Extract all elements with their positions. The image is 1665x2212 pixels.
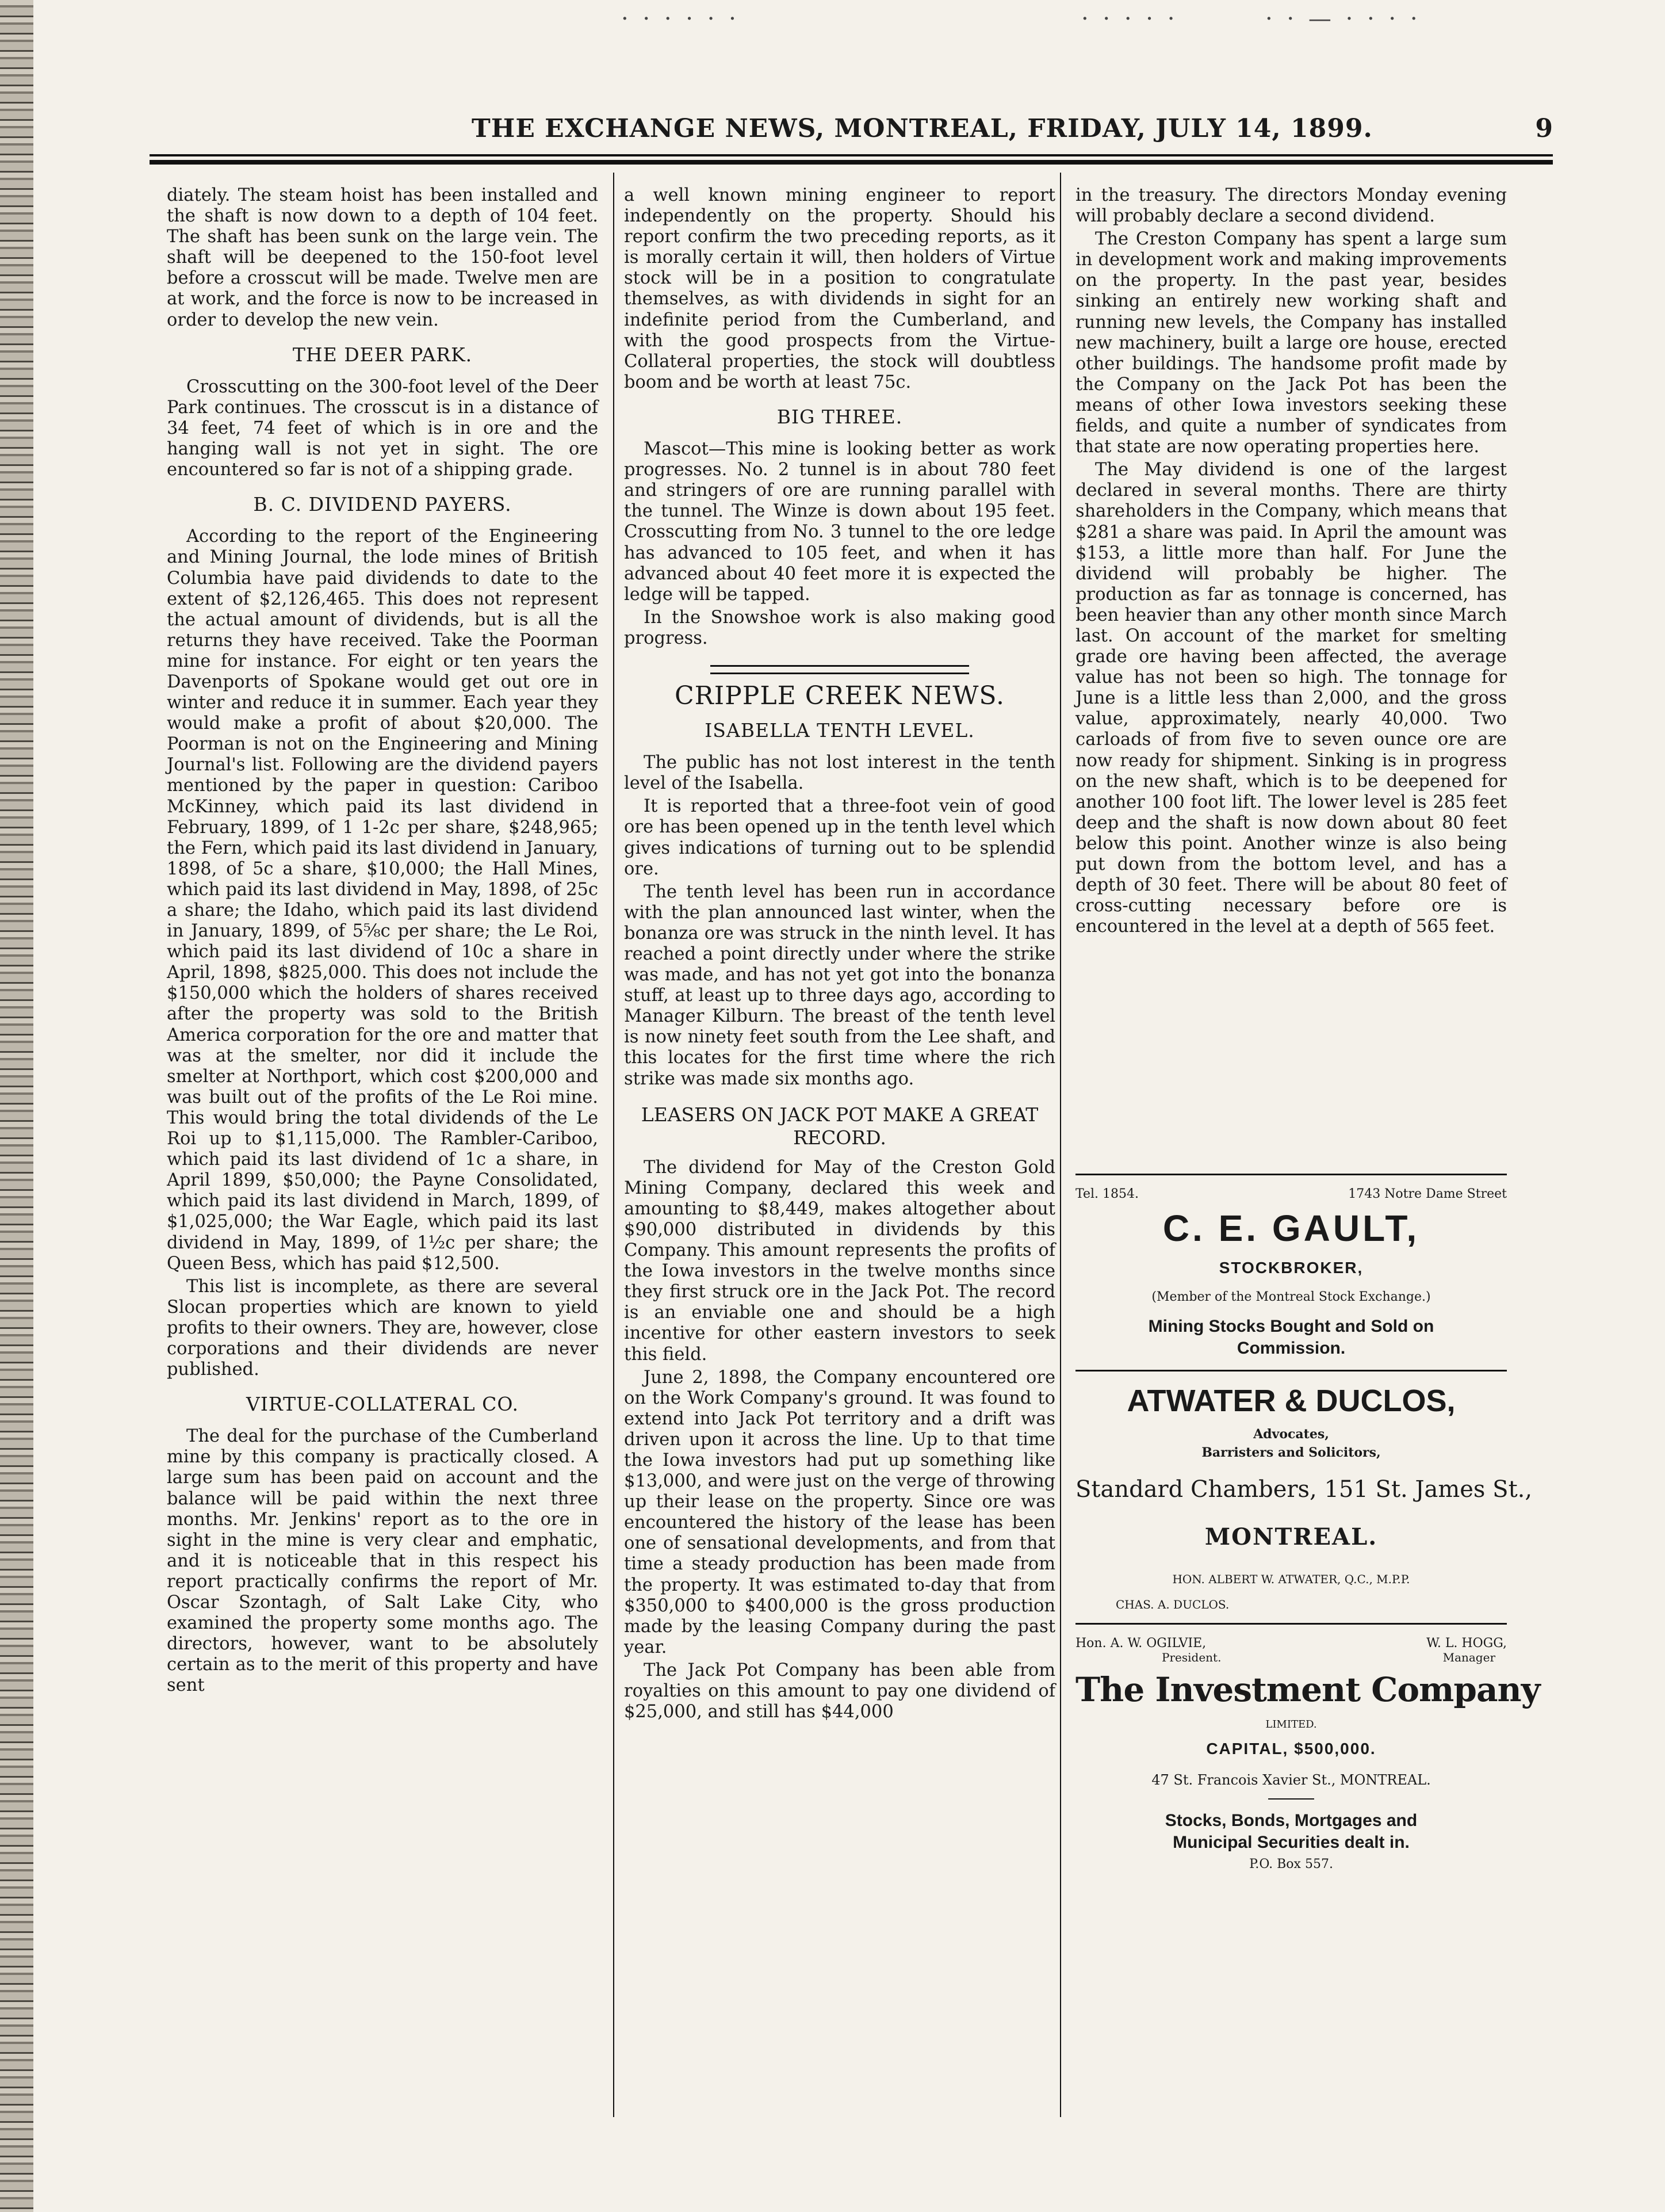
paragraph: The Creston Company has spent a large sum in development work and making improvements on the property. In the past year, besides sinking an entirely new working shaft and running new levels, the Company has installed new machinery, built a large ore house, erected other buildings. The handsome profit made by the Company on the Jack Pot has been the means of other Iowa investors seeking these fields, and quite a number of syndicates from that state are now operating properties here. <box>1075 229 1507 457</box>
column-1 <box>167 185 598 1698</box>
company-tagline: Stocks, Bonds, Mortgages and <box>1165 1811 1418 1830</box>
ad-divider <box>1075 1623 1507 1625</box>
header-rule <box>150 160 1553 165</box>
section-heading: CRIPPLE CREEK NEWS. <box>674 681 1005 710</box>
paragraph: The tenth level has been run in accordance with the plan announced last winter, when the bonanza ore was struck in the ninth level. It has reached a point directly under where the strike was made, and has not yet got into the bonanza stuff, at least up to three days ago, according to Manager Kilburn. The breast of the tenth level is now ninety feet south from the Lee shaft, and this locates for the first time where the rich strike was made six months ago. <box>624 881 1055 1089</box>
paragraph: The Jack Pot Company has been able from royalties on this amount to pay one dividend of $25,000, and still has $44,000 <box>624 1660 1055 1722</box>
atwater-subtitle: Barristers and Solicitors, <box>1201 1445 1381 1460</box>
company-capital: CAPITAL, $500,000. <box>1206 1740 1376 1758</box>
scan-noise: · · · · · · <box>621 6 740 32</box>
heading: BIG THREE. <box>776 405 903 428</box>
scanned-page-edge <box>0 0 33 2212</box>
company-tagline: Municipal Securities dealt in. <box>1173 1833 1410 1852</box>
paragraph: in the treasury. The directors Monday evening will probably declare a second dividend. <box>1075 185 1507 227</box>
company-po-box: P.O. Box 557. <box>1249 1857 1333 1871</box>
president-title: President. <box>1162 1651 1222 1664</box>
atwater-address: Standard Chambers, 151 St. James St., <box>1075 1476 1533 1503</box>
paragraph: The deal for the purchase of the Cumberland mine by this company is practically closed. A large sum has been paid on account and the balance will be paid within the next three months. Mr. Jenkins' report as to the ore in sight in the mine is very clear and emphatic, and it is noticeable that in this respect his report practically confirms the report of Mr. Oscar Szontagh, of Salt Lake City, who examined the property some months ago. The directors, however, want to be absolutely certain as to the merit of this property and have sent <box>167 1426 598 1696</box>
column-divider <box>613 173 614 2117</box>
paragraph: The May dividend is one of the largest declared in several months. There are thirty shareholders in the Company, which means that $281 a share was paid. In April the amount was $153, a little more than half. For June the dividend will probably be higher. The production as far as tonnage is concerned, has been heavier than any other month since March last. On account of the market for smelting grade ore having been affected, the average value has not been so high. The tonnage for June is a little less than 2,000, and the gross value, approximately, nearly 40,000. Two carloads of from five to seven ounce ore are now ready for shipment. Sinking is in progress on the new shaft, which is to be deepened for another 100 foot lift. The lower level is 285 feet deep and the shaft is now down about 80 feet below this point. Another winze is also being put down from the bottom level, and has a depth of 30 feet. There will be about 80 feet of cross-cutting necessary before ore is encountered in the level at a depth of 565 feet. <box>1075 460 1507 937</box>
ad-divider <box>1075 1370 1507 1371</box>
page-header <box>150 109 1553 155</box>
heading: B. C. DIVIDEND PAYERS. <box>253 493 512 516</box>
heading: VIRTUE-COLLATERAL CO. <box>246 1393 519 1416</box>
heading: ISABELLA TENTH LEVEL. <box>705 719 975 742</box>
scan-noise: · · · · · <box>1081 6 1178 32</box>
column-3 <box>1075 185 1507 939</box>
paragraph: According to the report of the Engineering and Mining Journal, the lode mines of British Columbia have paid dividends to date to the extent of $2,126,465. This does not represent the actual amount of dividends, but is all the returns they have received. Take the Poorman mine for instance. For eight or ten years the Davenports of Spokane would get out ore in winter and reduce it in summer. Each year they would make a profit of about $20,000. The Poorman is not on the Engineering and Mining Journal's list. Following are the dividend payers mentioned by the paper in question: Cariboo McKinney, which paid its last dividend in February, 1899, of 1 1-2c per share, $248,965; the Fern, which paid its last dividend in January, 1898, of 5c a share, $10,000; the Hall Mines, which paid its last dividend in May, 1898, of 25c a share; the Idaho, which paid its last dividend in January, 1899, of 5⅝c per share; the Le Roi, which paid its last dividend of 10c a share in April, 1898, $825,000. This does not include the $150,000 which the holders of shares received after the property was sold to the British America corporation for the ore and matter that was at the smelter, nor did it include the smelter at Northport, which cost $200,000 and was built out of the profits of the Le Roi mine. This would bring the total dividends of the Le Roi up to $1,115,000. The Rambler-Cariboo, which paid its last dividend of 1c a share, in April 1899, $50,000; the Payne Consolidated, which paid its last dividend in March, 1899, of $1,025,000; the War Eagle, which paid its last dividend in May, 1899, of 1½c per share; the Queen Bess, which has paid $12,500. <box>167 526 598 1274</box>
column-divider <box>1060 173 1061 2117</box>
divider <box>1268 1798 1314 1800</box>
president-name: Hon. A. W. OGILVIE, <box>1075 1636 1207 1651</box>
paragraph: Mascot—This mine is looking better as work progresses. No. 2 tunnel is in about 780 feet and stringers of ore are running parallel with the tunnel. The Winze is down about 195 feet. Crosscutting from No. 3 tunnel to the ore ledge has advanced to 105 feet, and when it has advanced about 40 feet more it is expected the ledge will be tapped. <box>624 439 1055 605</box>
gault-role: STOCKBROKER, <box>1219 1259 1364 1277</box>
gault-telephone: Tel. 1854. <box>1075 1187 1139 1201</box>
paragraph: In the Snowshoe work is also making good progress. <box>624 607 1055 648</box>
gault-name: C. E. GAULT, <box>1162 1208 1420 1249</box>
company-address: 47 St. Francois Xavier St., MONTREAL. <box>1151 1772 1431 1788</box>
manager-title: Manager <box>1442 1651 1495 1664</box>
atwater-partner: HON. ALBERT W. ATWATER, Q.C., M.P.P. <box>1172 1572 1410 1586</box>
atwater-advertisement <box>1075 1383 1533 1611</box>
atwater-partner: CHAS. A. DUCLOS. <box>1116 1598 1230 1611</box>
paragraph: Crosscutting on the 300-foot level of the Deer Park continues. The crosscut is in a distance of 34 feet, 74 feet of which is in ore and the hanging wall is not yet in sight. The ore encountered so far is not of a shipping grade. <box>167 376 598 480</box>
atwater-city: MONTREAL. <box>1204 1523 1378 1550</box>
company-name: The Investment Company <box>1075 1670 1540 1709</box>
paragraph: It is reported that a three-foot vein of good ore has been opened up in the tenth level which gives indications of turning out to be splendid ore. <box>624 796 1055 879</box>
heading: THE DEER PARK. <box>292 343 473 366</box>
paragraph: a well known mining engineer to report independently on the property. Should his report confirm the two preceding reports, as it is morally certain it will, then holders of Virtue stock will be in a position to congratulate themselves, as with dividends in sight for an indefinite period from the Cumberland, and with the good prospects from the Virtue-Collateral properties, the stock will doubtless boom and be worth at least 75c. <box>624 185 1055 392</box>
scan-noise: · · — · · · · <box>1265 6 1421 32</box>
investment-company-advertisement <box>1075 1636 1540 1871</box>
gault-tagline: Commission. <box>1237 1339 1346 1358</box>
newspaper-title: THE EXCHANGE NEWS, MONTREAL, FRIDAY, JULY 14, 1899. <box>472 114 1373 143</box>
page-number: 9 <box>1535 114 1553 143</box>
paragraph: The public has not lost interest in the tenth level of the Isabella. <box>624 752 1055 794</box>
paragraph: The dividend for May of the Creston Gold Mining Company, declared this week and amounting to $8,449, makes altogether about $90,000 distributed in dividends by this Company. This amount represents the profits of the Iowa investors in the twelve months since they first struck ore in the Jack Pot. The record is an enviable one and should be a high incentive for other eastern investors to seek this field. <box>624 1157 1055 1365</box>
gault-membership: (Member of the Montreal Stock Exchange.) <box>1151 1290 1431 1304</box>
header-rule <box>150 154 1553 156</box>
paragraph: diately. The steam hoist has been installed and the shaft is now down to a depth of 104 feet. The shaft has been sunk on the large vein. The shaft will be deepened to the 150-foot level before a crosscut will be made. Twelve men are at work, and the force is now to be increased in order to develop the new vein. <box>167 185 598 330</box>
gault-address: 1743 Notre Dame Street <box>1348 1187 1507 1201</box>
heading: LEASERS ON JACK POT MAKE A GREAT RECORD. <box>641 1103 1039 1149</box>
manager-name: W. L. HOGG, <box>1426 1636 1507 1651</box>
paragraph: This list is incomplete, as there are several Slocan properties which are known to yield profits to their owners. They are, however, close corporations and their dividends are never published. <box>167 1276 598 1380</box>
company-limited: LIMITED. <box>1265 1718 1317 1730</box>
gault-advertisement <box>1075 1187 1507 1358</box>
advertisements <box>1075 1162 1540 1871</box>
section-rule <box>710 665 969 674</box>
gault-tagline: Mining Stocks Bought and Sold on <box>1148 1317 1434 1336</box>
paragraph: June 2, 1898, the Company encountered ore on the Work Company's ground. It was found to extend into Jack Pot territory and a drift was driven upon it across the line. Up to that time the Iowa investors had put up something like $13,000, and were just on the verge of throwing up their lease on the property. Since ore was encountered the history of the lease has been one of sensational developments, and from that time a steady production has been made from the property. It was estimated to-day that from $350,000 to $400,000 is the gross production made by the leasing Company during the past year. <box>624 1367 1055 1657</box>
ad-divider <box>1075 1174 1507 1175</box>
column-2 <box>624 185 1055 1725</box>
atwater-name: ATWATER & DUCLOS, <box>1127 1384 1456 1418</box>
atwater-subtitle: Advocates, <box>1253 1427 1329 1442</box>
